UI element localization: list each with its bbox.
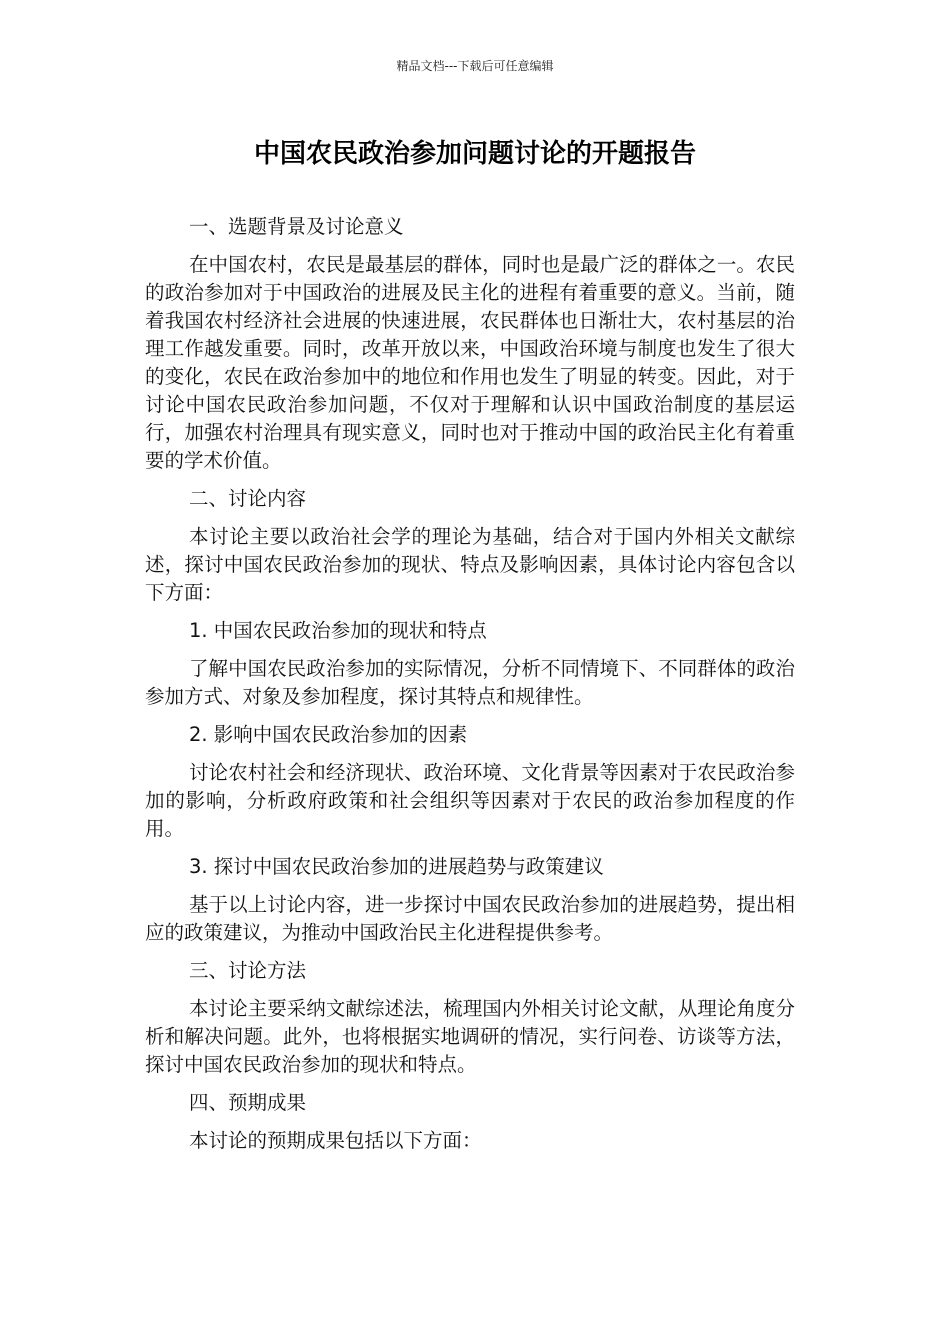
- paragraph-status: 了解中国农民政治参加的实际情况，分析不同情境下、不同群体的政治参加方式、对象及参加程度，探讨其特点和规律性。: [145, 657, 795, 708]
- subheading-trends: 3. 探讨中国农民政治参加的进展趋势与政策建议: [189, 855, 604, 878]
- paragraph-methods: 本讨论主要采纳文献综述法，梳理国内外相关讨论文献，从理论角度分析和解决问题。此外，也将根据实地调研的情况，实行问卷、访谈等方法，探讨中国农民政治参加的现状和特点。: [145, 997, 795, 1076]
- header-note: 精品文档---下载后可任意编辑: [396, 59, 554, 73]
- paragraph-background: 在中国农村，农民是最基层的群体，同时也是最广泛的群体之一。农民的政治参加对于中国政治的进展及民主化的进程有着重要的意义。当前，随着我国农村经济社会进展的快速进展，农民群体也日渐壮大，农村基层的治理工作越发重要。同时，改革开放以来，中国政治环境与制度也发生了很大的变化，农民在政治参加中的地位和作用也发生了明显的转变。因此，对于讨论中国农民政治参加问题，不仅对于理解和认识中国政治制度的基层运行，加强农村治理具有现实意义，同时也对于推动中国的政治民主化有着重要的学术价值。: [145, 253, 795, 472]
- section-heading-outcomes: 四、预期成果: [189, 1091, 307, 1114]
- section-heading-methods: 三、讨论方法: [189, 959, 307, 982]
- subheading-status: 1. 中国农民政治参加的现状和特点: [189, 619, 487, 642]
- document-title: 中国农民政治参加问题讨论的开题报告: [253, 139, 696, 169]
- paragraph-outcomes: 本讨论的预期成果包括以下方面：: [189, 1129, 482, 1152]
- section-heading-content: 二、讨论内容: [189, 487, 307, 510]
- paragraph-content-intro: 本讨论主要以政治社会学的理论为基础，结合对于国内外相关文献综述，探讨中国农民政治参加的现状、特点及影响因素，具体讨论内容包含以下方面：: [145, 525, 795, 604]
- document-body: [145, 213, 795, 1165]
- paragraph-trends: 基于以上讨论内容，进一步探讨中国农民政治参加的进展趋势，提出相应的政策建议，为推动中国政治民主化进程提供参考。: [145, 893, 795, 944]
- paragraph-factors: 讨论农村社会和经济现状、政治环境、文化背景等因素对于农民政治参加的影响，分析政府政策和社会组织等因素对于农民的政治参加程度的作用。: [145, 761, 795, 840]
- section-heading-background: 一、选题背景及讨论意义: [189, 215, 404, 238]
- subheading-factors: 2. 影响中国农民政治参加的因素: [189, 723, 468, 746]
